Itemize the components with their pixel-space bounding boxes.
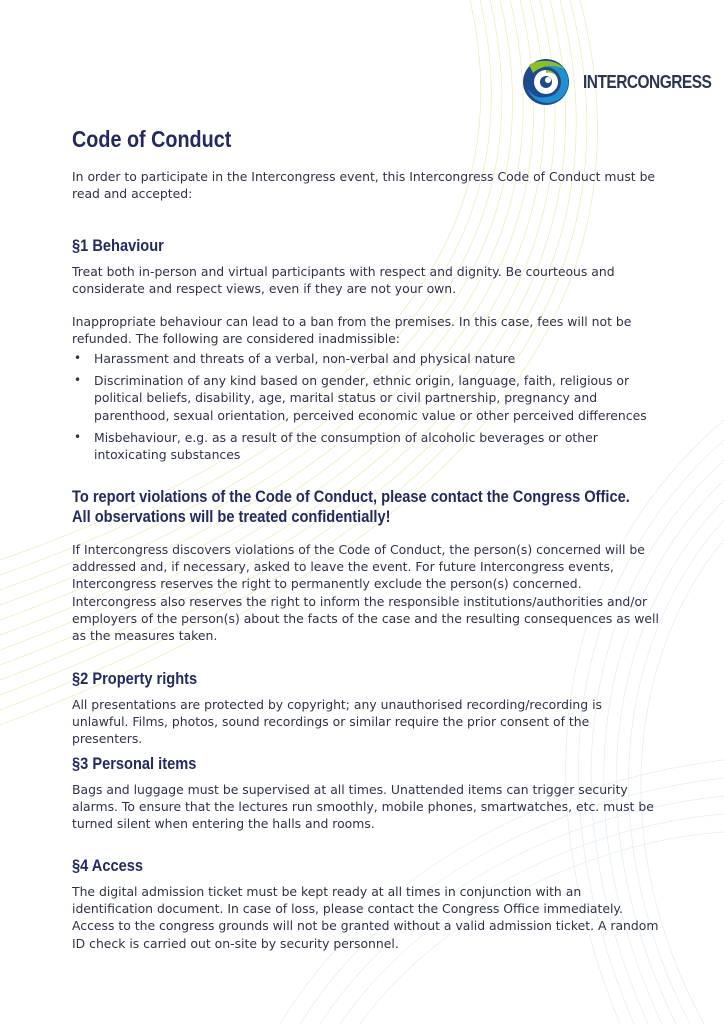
report-heading-line-1: To report violations of the Code of Conduct, please contact the Congress Office. [72,487,630,506]
list-item-text: Misbehaviour, e.g. as a result of the consumption of alcoholic beverages or other intoxicating substances [94,429,598,463]
section-2-paragraph: All presentations are protected by copyright; any unauthorised recording/recording is unlawful. Films, photos, sound recordings or similar require the prior consent of the presenters. [72,697,602,747]
section-3-paragraph: Bags and luggage must be supervised at all times. Unattended items can trigger security alarms. To ensure that the lectures run smoothly, mobile phones, smartwatches, etc. must be turned silent when entering the halls and rooms. [72,782,654,832]
intercongress-logo [521,57,724,107]
report-heading-line-2: All observations will be treated confidentially! [72,507,391,526]
inadmissible-list [72,350,662,463]
report-paragraph: If Intercongress discovers violations of the Code of Conduct, the person(s) concerned will be addressed and, if necessary, asked to leave the event. For future Intercongress events, Intercongress reserves the right to permanently exclude the person(s) concerned. Intercongress also reserves the right to inform the responsible institutions/authorities and/or employers of the person(s) about the facts of the case and the resulting consequences as well as the measures taken. [72,542,659,644]
list-item [72,372,662,424]
section-1-paragraph-2: Inappropriate behaviour can lead to a ban from the premises. In this case, fees will not be refunded. The following are considered inadmissible: [72,314,632,347]
bullet-icon: • [74,373,82,388]
section-1-heading: §1 Behaviour [72,236,164,255]
section-3-heading: §3 Personal items [72,754,197,773]
list-item-text: Harassment and threats of a verbal, non-verbal and physical nature [94,351,516,366]
intro-paragraph: In order to participate in the Intercongress event, this Intercongress Code of Conduct must be read and accepted: [72,169,656,202]
bullet-icon: • [74,429,82,444]
section-4-heading: §4 Access [72,856,144,875]
page-title: Code of Conduct [72,126,232,152]
list-item [72,350,662,367]
section-4-paragraph: The digital admission ticket must be kept ready at all times in conjunction with an identification document. In case of loss, please contact the Congress Office immediately. Access to the congress grounds will not be granted without a valid admission ticket. A random ID check is carried out on-site by security personnel. [72,884,659,951]
swirl-logo-icon [521,57,571,107]
section-1-paragraph-1: Treat both in-person and virtual participants with respect and dignity. Be courteous and considerate and respect views, even if they are not your own. [72,264,615,297]
list-item-text: Discrimination of any kind based on gender, ethnic origin, language, faith, religious or political beliefs, disability, age, marital status or civil partnership, pregnancy and parenthood, sexual orientation, perceived economic value or other perceived differences [94,373,647,423]
bullet-icon: • [74,351,82,365]
logo-brand-name: INTERCONGRESS [583,71,712,92]
list-item [72,429,662,463]
section-2-heading: §2 Property rights [72,669,198,688]
